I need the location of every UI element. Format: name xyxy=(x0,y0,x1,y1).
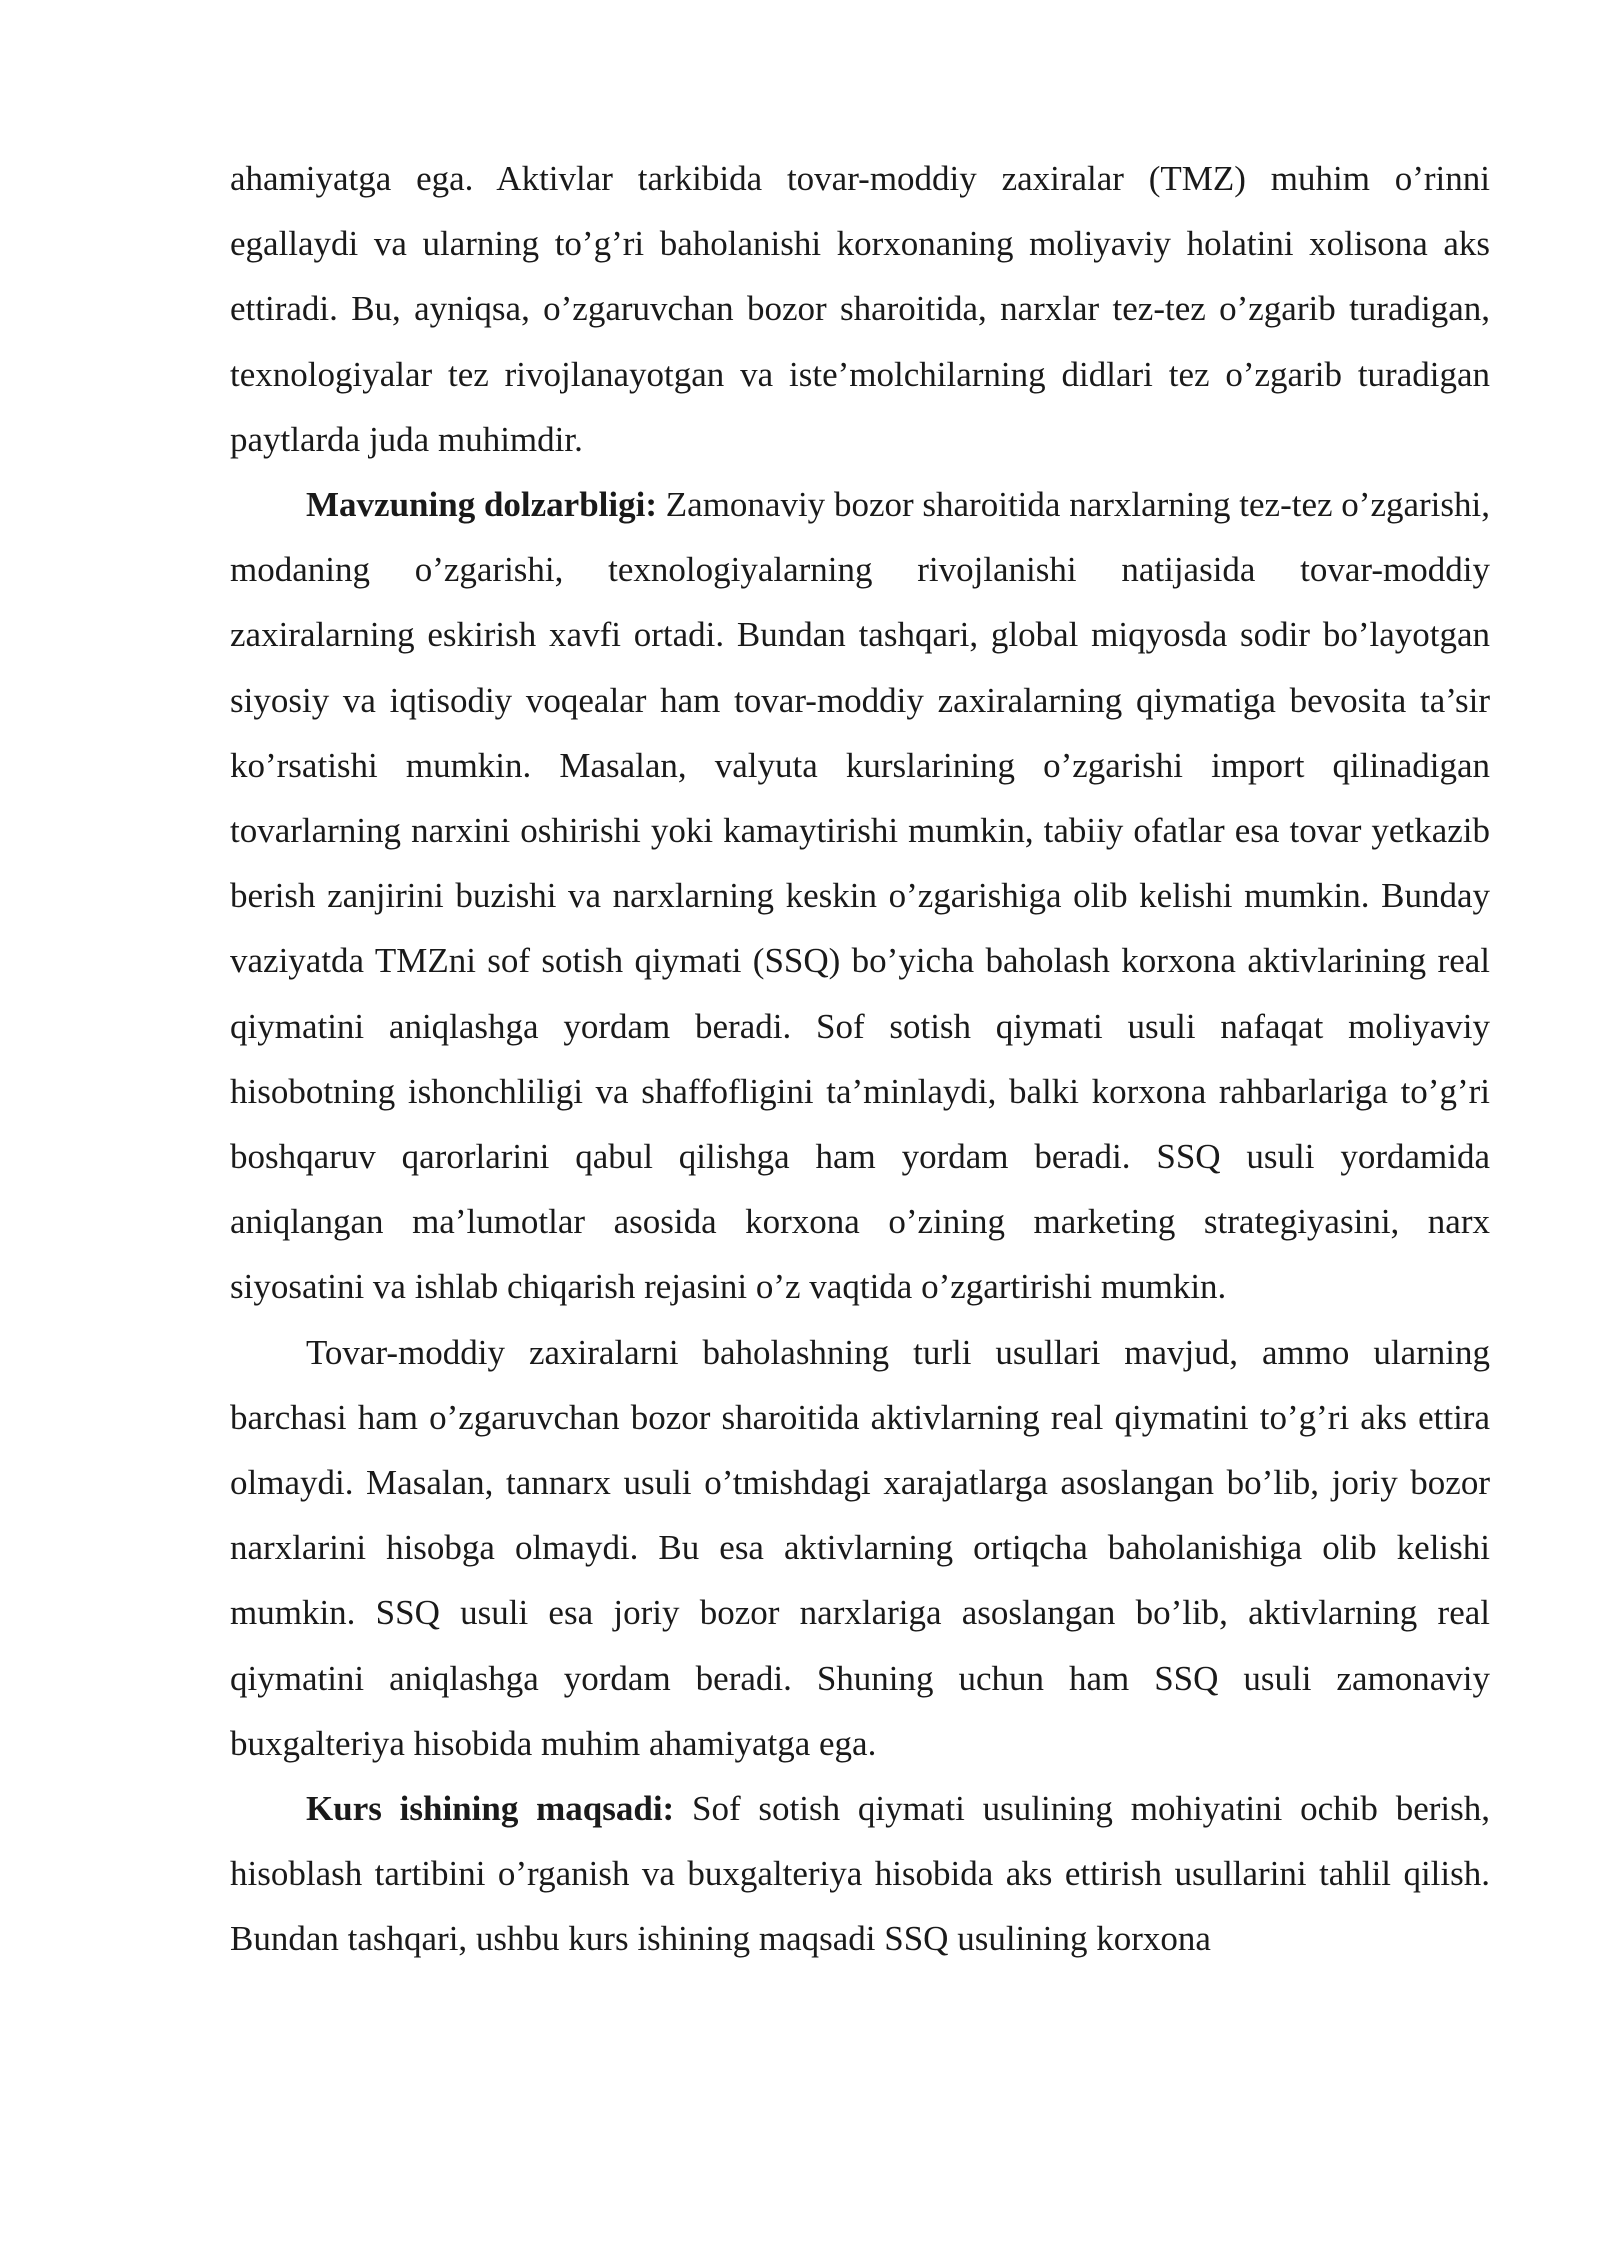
paragraph-valuation-methods xyxy=(230,1320,1490,1776)
paragraph-text: Tovar-moddiy zaxiralarni baholashning turli usullari mavjud, ammo ularning barchasi ham o’zgaruvchan bozor sharoitida aktivlarning real qiymatini to’g’ri aks ettira olmaydi. Masalan, tannarx usuli o’tmishdagi xarajatlarga asoslangan bo’lib, joriy bozor narxlarini hisobga olmaydi. Bu esa aktivlarning ortiqcha baholanishiga olib kelishi mumkin. SSQ usuli esa joriy bozor narxlariga asoslangan bo’lib, aktivlarning real qiymatini aniqlashga yordam beradi. Shuning uchun ham SSQ usuli zamonaviy buxgalteriya hisobida muhim ahamiyatga ega. xyxy=(230,1332,1490,1763)
paragraph-course-goal xyxy=(230,1776,1490,1972)
course-goal-heading: Kurs ishining maqsadi: xyxy=(306,1789,675,1829)
document-body xyxy=(230,146,1490,1972)
paragraph-text: Zamonaviy bozor sharoitida narxlarning tez-tez o’zgarishi, modaning o’zgarishi, texnologiyalarning rivojlanishi natijasida tovar-moddiy zaxiralarning eskirish xavfi ortadi. Bundan tashqari, global miqyosda sodir bo’layotgan siyosiy va iqtisodiy voqealar ham tovar-moddiy zaxiralarning qiymatiga bevosita ta’sir ko’rsatishi mumkin. Masalan, valyuta kurslarining o’zgarishi import qilinadigan tovarlarning narxini oshirishi yoki kamaytirishi mumkin, tabiiy ofatlar esa tovar yetkazib berish zanjirini buzishi va narxlarning keskin o’zgarishiga olib kelishi mumkin. Bunday vaziyatda TMZni sof sotish qiymati (SSQ) bo’yicha baholash korxona aktivlarining real qiymatini aniqlashga yordam beradi. Sof sotish qiymati usuli nafaqat moliyaviy hisobotning ishonchliligi va shaffofligini ta’minlaydi, balki korxona rahbarlariga to’g’ri boshqaruv qarorlarini qabul qilishga ham yordam beradi. SSQ usuli yordamida aniqlangan ma’lumotlar asosida korxona o’zining marketing strategiyasini, narx siyosatini va ishlab chiqarish rejasini o’z vaqtida o’zgartirishi mumkin. xyxy=(230,485,1490,1307)
paragraph-intro-continuation xyxy=(230,146,1490,472)
paragraph-relevance xyxy=(230,472,1490,1320)
paragraph-text: Sof sotish qiymati usulining mohiyatini ochib berish, hisoblash tartibini o’rganish va buxgalteriya hisobida aks ettirish usullarini tahlil qilish. Bundan tashqari, ushbu kurs ishining maqsadi SSQ usulining korxona xyxy=(230,1789,1491,1959)
relevance-heading: Mavzuning dolzarbligi: xyxy=(306,485,658,525)
paragraph-text: ahamiyatga ega. Aktivlar tarkibida tovar-moddiy zaxiralar (TMZ) muhim o’rinni egallaydi va ularning to’g’ri baholanishi korxonaning moliyaviy holatini xolisona aks ettiradi. Bu, ayniqsa, o’zgaruvchan bozor sharoitida, narxlar tez-tez o’zgarib turadigan, texnologiyalar tez rivojlanayotgan va iste’molchilarning didlari tez o’zgarib turadigan paytlarda juda muhimdir. xyxy=(230,159,1490,459)
